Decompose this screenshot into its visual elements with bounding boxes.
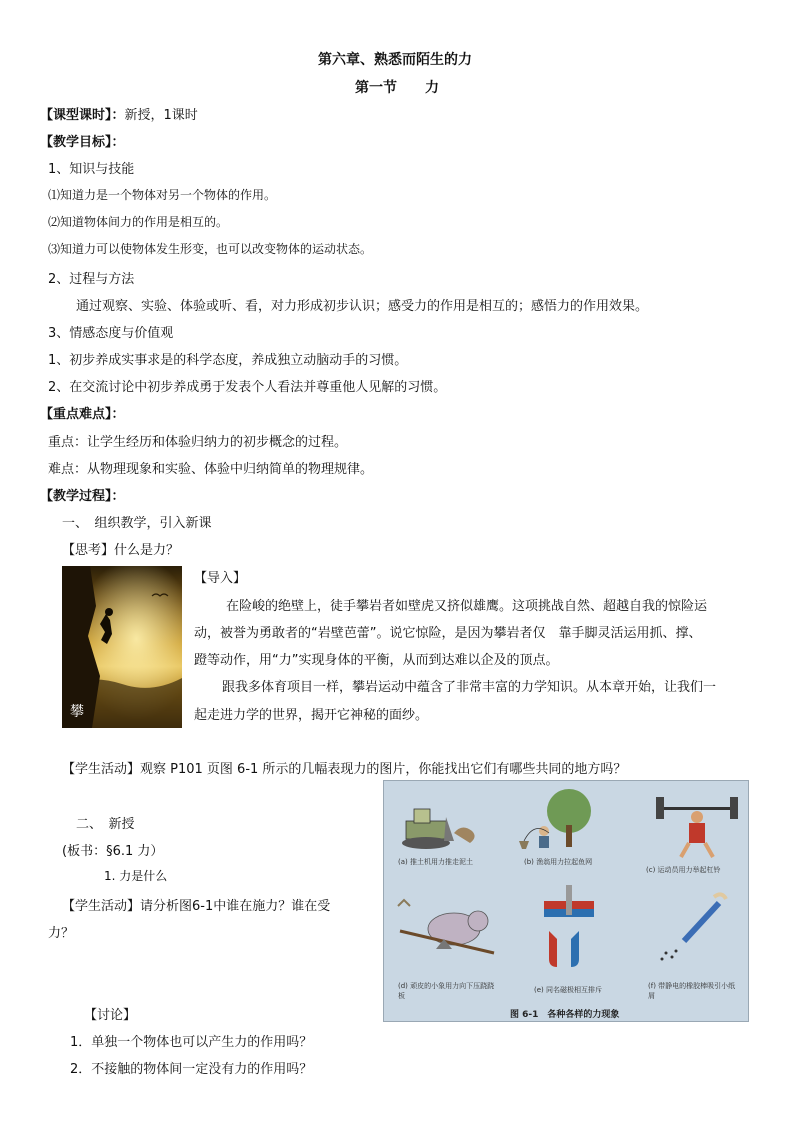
step-2-title: 二、 新授 bbox=[76, 817, 135, 832]
step-1-title: 一、 组织教学，引入新课 bbox=[62, 516, 212, 531]
intro-line-2: 动，被誉为勇敢者的“岩壁芭蕾”。说它惊险，是因为攀岩者仅 靠手脚灵活运用抓、撑、 bbox=[194, 626, 702, 641]
elephant-seesaw-icon bbox=[398, 900, 494, 953]
intro-line-1: 在险峻的绝壁上，徒手攀岩者如壁虎又挤似雄鹰。这项挑战自然、超越自我的惊险运 bbox=[226, 599, 708, 614]
figure-6-1-photo bbox=[383, 780, 749, 1022]
discussion-label: 【讨论】 bbox=[84, 1008, 137, 1023]
climbing-illustration bbox=[62, 566, 182, 728]
figure-caption-f: (f) 带静电的橡胶棒吸引小纸屑 bbox=[648, 982, 736, 1000]
emotion-title: 3、情感态度与价值观 bbox=[48, 326, 174, 341]
intro-line-5: 起走进力学的世界，揭开它神秘的面纱。 bbox=[194, 708, 429, 723]
lesson-type-label: 【课型课时】： bbox=[40, 108, 125, 123]
figure-caption-d: (d) 顽皮的小象用力向下压跷跷板 bbox=[398, 982, 495, 1000]
student-activity-2-line-2: 力？ bbox=[48, 926, 75, 941]
bulldozer-icon bbox=[402, 809, 475, 849]
charged-rod-icon bbox=[661, 894, 727, 960]
subsection-1: 1. 力是什么 bbox=[104, 869, 168, 883]
emotion-item-1: 1、初步养成实事求是的科学态度，养成独立动脑动手的习惯。 bbox=[48, 353, 408, 368]
discussion-question-1: 1．单独一个物体也可以产生力的作用吗？ bbox=[70, 1035, 313, 1050]
key-points-heading: 【重点难点】： bbox=[40, 407, 125, 422]
figure-caption-c: (c) 运动员用力举起杠铃 bbox=[646, 866, 721, 874]
intro-line-4: 跟我多体育项目一样，攀岩运动中蕴含了非常丰富的力学知识。从本章开始，让我们一 bbox=[222, 680, 717, 695]
board-note: (板书：§6.1 力） bbox=[62, 844, 164, 859]
knowledge-item-1: ⑴知道力是一个物体对另一个物体的作用。 bbox=[48, 188, 277, 202]
process-heading: 【教学过程】： bbox=[40, 489, 125, 504]
fisherman-icon bbox=[519, 789, 591, 849]
intro-label: 【导入】 bbox=[194, 571, 247, 586]
knowledge-title: 1、知识与技能 bbox=[48, 162, 135, 177]
student-activity-1: 【学生活动】观察 P101 页图 6-1 所示的几幅表现力的图片，你能找出它们有哪些共同的地方吗？ bbox=[62, 762, 627, 777]
section-title: 第一节 力 bbox=[355, 80, 439, 96]
figure-caption-b: (b) 渔翁用力拉起鱼网 bbox=[524, 858, 593, 866]
knowledge-item-3: ⑶知道力可以使物体发生形变，也可以改变物体的运动状态。 bbox=[48, 242, 373, 256]
figure-title: 图 6-1 各种各样的力现象 bbox=[510, 1010, 620, 1020]
objectives-heading: 【教学目标】： bbox=[40, 135, 125, 150]
lesson-type bbox=[40, 104, 198, 123]
weightlifter-icon bbox=[656, 797, 738, 857]
process-method-text: 通过观察、实验、体验或听、看，对力形成初步认识；感受力的作用是相互的；感悟力的作用效果。 bbox=[76, 299, 649, 314]
lesson-type-value: 新授，1课时 bbox=[124, 108, 198, 123]
intro-line-3: 蹬等动作，用“力”实现身体的平衡，从而到达难以企及的顶点。 bbox=[194, 653, 559, 668]
figure-caption-e: (e) 同名磁极相互排斥 bbox=[534, 986, 602, 994]
figure-caption-a: (a) 推土机用力推走泥土 bbox=[398, 858, 473, 866]
emotion-item-2: 2、在交流讨论中初步养成勇于发表个人看法并尊重他人见解的习惯。 bbox=[48, 380, 447, 395]
knowledge-item-2: ⑵知道物体间力的作用是相互的。 bbox=[48, 215, 229, 229]
difficulty-text: 难点：从物理现象和实验、体验中归纳简单的物理规律。 bbox=[48, 462, 374, 477]
student-activity-2-line-1: 【学生活动】请分析图6-1中谁在施力？谁在受 bbox=[62, 899, 331, 914]
climbing-photo bbox=[62, 566, 182, 728]
think-question: 【思考】什么是力？ bbox=[62, 543, 180, 558]
photo-caption: 攀 bbox=[70, 704, 84, 720]
magnets-icon bbox=[544, 885, 594, 967]
focus-text: 重点：让学生经历和体验归纳力的初步概念的过程。 bbox=[48, 435, 348, 450]
chapter-title: 第六章、熟悉而陌生的力 bbox=[318, 52, 472, 68]
process-method-title: 2、过程与方法 bbox=[48, 272, 135, 287]
discussion-question-2: 2．不接触的物体间一定没有力的作用吗？ bbox=[70, 1062, 313, 1077]
